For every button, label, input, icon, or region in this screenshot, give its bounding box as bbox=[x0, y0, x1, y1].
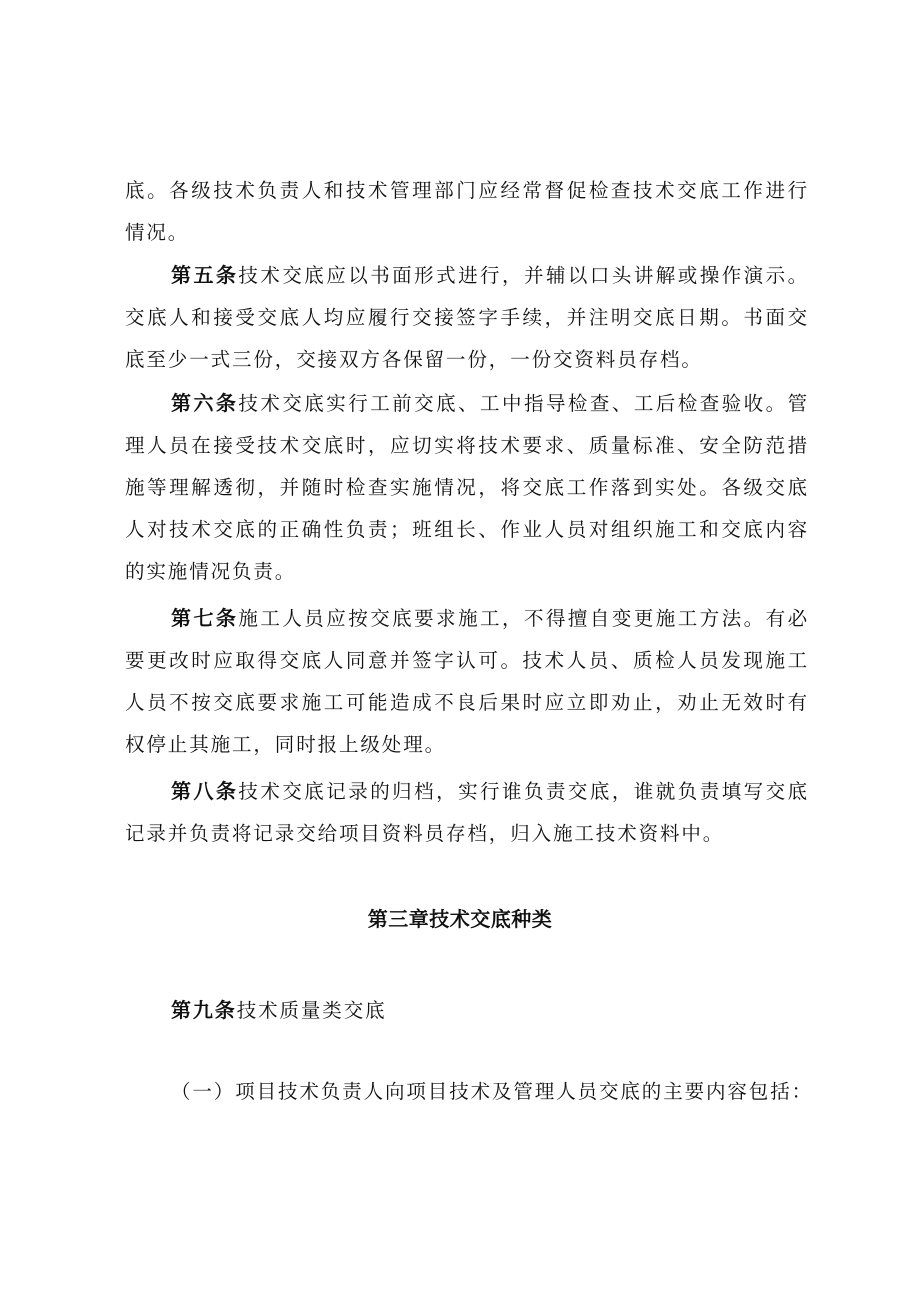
continuation-paragraph bbox=[125, 170, 809, 254]
article-5-text: 技术交底应以书面形式进行，并辅以口头讲解或操作演示。交底人和接受交底人均应履行交接签字手续，并注明交底日期。书面交底至少一式三份，交接双方各保留一份，一份交资料员存档。 bbox=[125, 264, 809, 371]
article-9-label: 第九条 bbox=[171, 998, 237, 1022]
article-9-text: 技术质量类交底 bbox=[236, 999, 387, 1022]
article-6 bbox=[125, 382, 809, 593]
chapter-title: 第三章技术交底种类 bbox=[367, 907, 553, 931]
article-7 bbox=[125, 597, 809, 766]
article-8-text: 技术交底记录的归档，实行谁负责交底，谁就负责填写交底记录并负责将记录交给项目资料员存档，归入施工技术资料中。 bbox=[125, 780, 809, 845]
article-6-label: 第六条 bbox=[171, 391, 239, 415]
article-7-label: 第七条 bbox=[171, 606, 239, 630]
article-8-label: 第八条 bbox=[171, 779, 239, 803]
article-9 bbox=[171, 994, 387, 1023]
article-6-text: 技术交底实行工前交底、工中指导检查、工后检查验收。管理人员在接受技术交底时，应切实将技术要求、质量标准、安全防范措施等理解透彻，并随时检查实施情况，将交底工作落到实处。各级交底人对技术交底的正确性负责；班组长、作业人员对组织施工和交底内容的实施情况负责。 bbox=[125, 392, 809, 583]
article-8 bbox=[125, 770, 809, 855]
continuation-text: 底。各级技术负责人和技术管理部门应经常督促检查技术交底工作进行情况。 bbox=[125, 179, 809, 244]
article-5 bbox=[125, 254, 809, 381]
article-5-label: 第五条 bbox=[171, 263, 239, 287]
item-one: （一）项目技术负责人向项目技术及管理人员交底的主要内容包括： bbox=[171, 1080, 814, 1103]
article-7-text: 施工人员应按交底要求施工，不得擅自变更施工方法。有必要更改时应取得交底人同意并签字认可。技术人员、质检人员发现施工人员不按交底要求施工可能造成不良后果时应立即劝止，劝止无效时有权停止其施工，同时报上级处理。 bbox=[125, 607, 809, 756]
